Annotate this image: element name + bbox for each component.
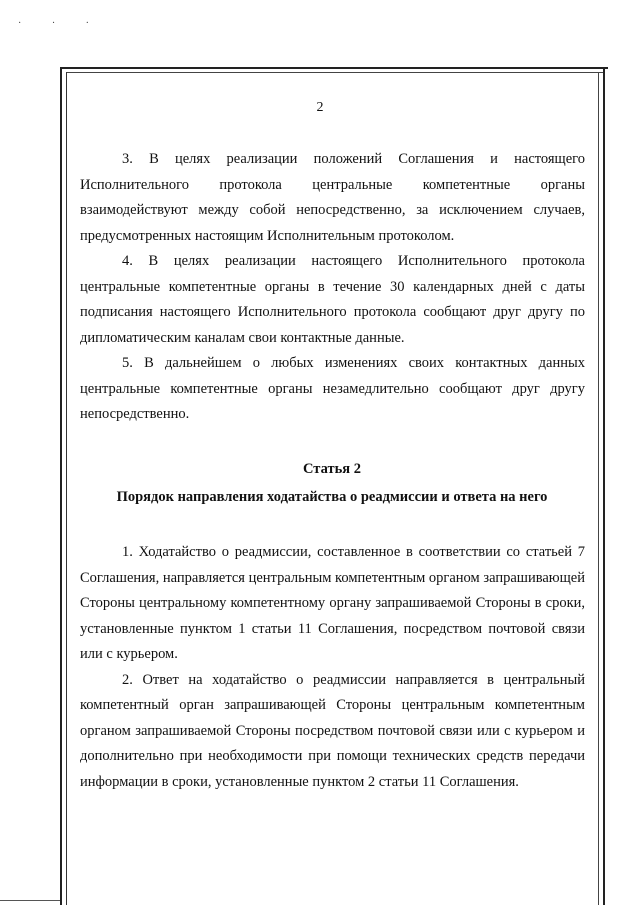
page-frame-left-border bbox=[60, 67, 62, 905]
article-2-paragraph-1: 1. Ходатайство о реадмиссии, составленное в соответствии со статьей 7 Соглашения, направляется центральным компетентным органом запрашивающей Стороны центральному компетентному органу запрашиваемой Стороны в сроки, установленные пунктом 1 статьи 11 Соглашения, посредством почтовой связи или с курьером. bbox=[80, 544, 585, 662]
article-2-paragraphs bbox=[80, 540, 585, 795]
scan-artifact-dots: · · · bbox=[18, 18, 103, 29]
article-title: Статья 2 bbox=[303, 461, 361, 477]
page-number: 2 bbox=[316, 100, 324, 115]
scan-artifact-line bbox=[0, 900, 60, 901]
page-frame-right-border bbox=[603, 67, 605, 905]
page-frame-top-border bbox=[60, 67, 608, 69]
article-subtitle: Порядок направления ходатайства о реадмиссии и ответа на него bbox=[116, 489, 548, 505]
paragraph-4: 4. В целях реализации настоящего Исполнительного протокола центральные компетентные органы в течение 30 календарных дней с даты подписания настоящего Исполнительного протокола сообщают друг другу по дипломатическим каналам свои контактные данные. bbox=[80, 253, 585, 346]
paragraph-3: 3. В целях реализации положений Соглашения и настоящего Исполнительного протокола центральные компетентные органы взаимодействуют между собой непосредственно, за исключением случаев, предусмотренных настоящим Исполнительным протоколом. bbox=[80, 151, 585, 244]
section-paragraphs-3-5 bbox=[80, 147, 585, 428]
paragraph-5: 5. В дальнейшем о любых изменениях своих контактных данных центральные компетентные органы незамедлительно сообщают друг другу непосредственно. bbox=[80, 355, 585, 422]
page-frame-top-inner-border bbox=[66, 72, 604, 73]
article-2-paragraph-2: 2. Ответ на ходатайство о реадмиссии направляется в центральный компетентный орган запрашивающей Стороны центральным компетентным органом запрашиваемой Стороны посредством почтовой связи или с курьером и дополнительно при необходимости при помощи технических средств передачи информации в сроки, установленные пунктом 2 статьи 11 Соглашения. bbox=[80, 671, 585, 790]
